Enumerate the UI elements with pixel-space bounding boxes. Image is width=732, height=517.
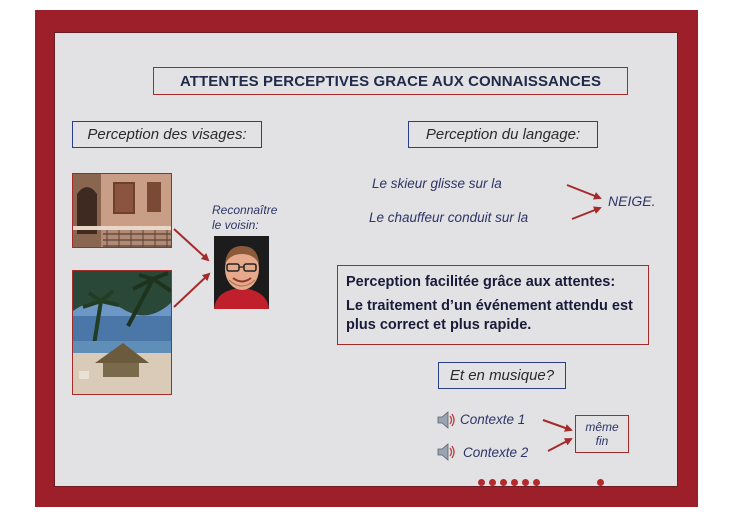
slide	[54, 32, 678, 487]
expectations-line-2: Le traitement d’un événement attendu est plus correct et plus rapide.	[346, 298, 633, 333]
arrow-sentence1-to-answer	[567, 185, 600, 198]
recognize-label-line2: le voisin:	[212, 218, 259, 232]
slide-title: ATTENTES PERCEPTIVES GRACE AUX CONNAISSANCES	[153, 67, 628, 95]
language-sentence-1: Le skieur glisse sur la	[372, 176, 502, 191]
music-context-1: Contexte 1	[460, 412, 526, 427]
same-ending-line-1: même	[585, 420, 619, 434]
faces-heading: Perception des visages:	[72, 121, 262, 148]
arrows-layer	[55, 33, 679, 488]
expectations-line-1: Perception facilitée grâce aux attentes:	[346, 274, 616, 290]
arrow-sentence2-to-answer	[572, 208, 600, 219]
arrow-context2-to-result	[548, 439, 571, 451]
arrow-beach-to-face	[174, 274, 209, 307]
language-heading: Perception du langage:	[408, 121, 598, 148]
arrow-context1-to-result	[543, 420, 571, 430]
language-sentence-2: Le chauffeur conduit sur la	[369, 210, 529, 225]
language-answer: NEIGE.	[608, 193, 656, 209]
recognize-label-line1: Reconnaître	[212, 203, 278, 217]
music-context-2: Contexte 2	[463, 445, 529, 460]
slide-frame	[35, 10, 698, 507]
music-heading: Et en musique?	[438, 362, 566, 389]
same-ending-line-2: fin	[595, 434, 609, 448]
arrow-building-to-face	[174, 229, 208, 260]
